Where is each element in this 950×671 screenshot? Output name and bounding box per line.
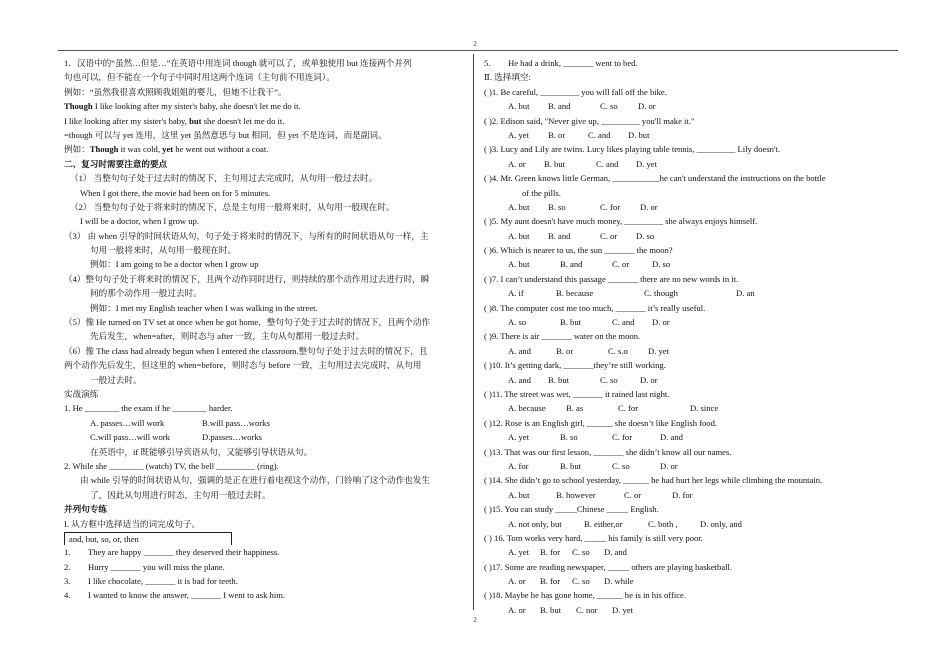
option: D. or: [660, 460, 678, 471]
option: D. and: [660, 432, 683, 443]
section-heading: Ⅱ. 选择填空:: [484, 72, 531, 83]
option: D. an: [736, 288, 755, 299]
option-row: [484, 229, 896, 243]
text-line: （1） 当整句句子处于过去时的情况下，主句用过去完成时，从句用一般过去时。: [70, 173, 378, 184]
option: A. but: [508, 101, 530, 112]
bold-word: Though: [64, 101, 93, 112]
text-line: （5）像 He turned on TV set at once when he got home，整句句子处于过去时的情况下，且两个动作: [64, 317, 431, 328]
option: A. yet: [508, 432, 530, 443]
option: A. but: [508, 230, 530, 241]
option: C. nor: [576, 604, 598, 615]
question: ( )14. She didn’t go to school yesterday, ______ he had hurt her legs while climbing the mountain.: [484, 475, 823, 486]
text-line: 例如：I am going to be a doctor when I grow up: [90, 259, 259, 270]
option-row: [484, 517, 896, 531]
option: A. or: [508, 576, 526, 587]
option: B. and: [560, 259, 583, 270]
option: D. for: [672, 489, 693, 500]
option: C. for: [618, 403, 639, 414]
option: A. for: [508, 460, 529, 471]
question: ( )13. That was our first lesson, _______ she didn’t know all our names.: [484, 446, 732, 457]
option: A. or: [508, 158, 526, 169]
option: C. or: [600, 230, 618, 241]
text-line: （3） 由 when 引导的时间状语从句，句子处于将来时的情况下，与所有的时间状语从句一样，主: [64, 230, 429, 241]
option: B. either,or: [584, 518, 623, 529]
option: C. for: [612, 432, 633, 443]
option: A. and: [508, 345, 531, 356]
text-line: 在英语中，if 既能够引导宾语从句，又能够引导状语从句。: [90, 446, 313, 457]
option: C. and: [596, 158, 619, 169]
option: D.passes…works: [202, 432, 262, 443]
text-line: （4）整句句子处于将来时的情况下，且两个动作同时进行，则持续的那个动作用过去进行时，瞬: [64, 273, 430, 284]
text-line: =though 可以与 yet 连用，这里 yet 虽然意思与 but 相同，但 yet 不是连词，而是副词。: [64, 129, 387, 140]
question: ( )7. I can’t understand this passage _______ there are no new words in it.: [484, 273, 739, 284]
header-rule: [58, 50, 898, 51]
text-line: 例如：“虽然我很喜欢照顾我姐姐的婴儿，但她不让我干”。: [64, 86, 287, 97]
text-line: When I got there, the movie had been on for 5 minutes.: [80, 187, 271, 198]
page-number-bottom: 2: [473, 616, 477, 624]
option-row: [484, 430, 896, 444]
option-row: [484, 603, 896, 617]
question: ( )8. The computer cost me too much, _______ it’s really useful.: [484, 302, 706, 313]
option-row: [484, 545, 896, 559]
option: C. so: [572, 576, 590, 587]
option: C. both ,: [648, 518, 678, 529]
question: 2. While she ________ (watch) TV, the bell _________ (ring).: [64, 460, 279, 471]
fill-item: 3. I like chocolate, _______ it is bad for teeth.: [64, 576, 238, 587]
option: D. yet: [636, 158, 658, 169]
text-line: （6）像 The class had already begun when I entered the classroom.整句句子处于过去时的情况下，且: [64, 345, 428, 356]
fill-item: 1. They are happy _______ they deserved their happiness.: [64, 547, 280, 558]
question: ( )5. My aunt doesn't have much money, _________ she always enjoys himself.: [484, 216, 758, 227]
word-box: and, but, so, or, then: [64, 532, 232, 545]
fill-item: 4. I wanted to know the answer, _______ I went to ask him.: [64, 590, 286, 601]
option-row: [484, 315, 896, 329]
option: D. so: [652, 259, 671, 270]
option-row: [484, 128, 896, 142]
option: D. while: [604, 576, 634, 587]
text-line: 间的那个动作用一般过去时。: [90, 288, 202, 299]
text-line: I like looking after my sister's baby, she doesn't let me do it.: [94, 101, 301, 112]
option: B. so: [548, 201, 566, 212]
option: B. and: [548, 101, 571, 112]
option: D. but: [628, 129, 650, 140]
question-list: [484, 85, 896, 617]
text-line: I. 从方框中选择适当的词完成句子。: [64, 518, 201, 529]
option-row: [64, 416, 469, 430]
section-heading: 二、复习时需要注意的要点: [64, 158, 168, 169]
option: B. and: [548, 230, 571, 241]
option: A. because: [508, 403, 546, 414]
fill-item: 5. He had a drink, _______ went to bed.: [484, 58, 638, 68]
option: B. but: [560, 317, 582, 328]
option: B. but: [544, 158, 566, 169]
example-line: [64, 99, 469, 113]
option: C. though: [644, 288, 678, 299]
option: D. or: [640, 201, 658, 212]
question: ( )10. It’s getting dark, _______they’re still working.: [484, 360, 666, 371]
option: A. but: [508, 201, 530, 212]
option: D. only, and: [700, 518, 742, 529]
text-line: 一般过去时。: [90, 374, 142, 385]
option: C. so: [600, 374, 618, 385]
option-row: [484, 99, 896, 113]
option: A. not only, but: [508, 518, 562, 529]
question: ( )12. Rose is an English girl, ______ she doesn’t like English food.: [484, 417, 718, 428]
option: C. so: [612, 460, 630, 471]
option: D. or: [638, 101, 656, 112]
question: ( )11. The street was wet, _______ it rained last night.: [484, 388, 670, 399]
question: ( )15. You can study _____Chinese _____ English.: [484, 504, 659, 515]
example-line: I like looking after my sister's baby, but she doesn't let me do it.: [64, 115, 285, 126]
option-row: [484, 459, 896, 473]
option: D. or: [652, 317, 670, 328]
option: C.will pass…will work: [90, 432, 170, 443]
option: B. so: [560, 432, 578, 443]
option: A. and: [508, 374, 531, 385]
page-number-top: 2: [473, 40, 477, 48]
option: C. so: [600, 101, 618, 112]
text-line: 先后发生，when=after，则时态与 after 一致，主句从句都用一般过去时。: [90, 331, 365, 342]
option: B. however: [556, 489, 596, 500]
option: A. or: [508, 604, 526, 615]
option: B.will pass…works: [202, 417, 270, 428]
text-line: 1．汉语中的“虽然…但是…”在英语中用连词 though 就可以了，或单独使用 but 连接两个并列: [64, 58, 412, 68]
question: ( ) 16. Tom works very hard, _____ his family is still very poor.: [484, 532, 703, 543]
option: D. so: [636, 230, 655, 241]
text-line: 例如：I met my English teacher when I was walking in the street.: [90, 302, 318, 313]
example-line: 例如：Though it was cold, yet he went out without a coat.: [64, 144, 269, 155]
option-row: [64, 430, 469, 444]
text-line: 了，因此从句用进行时态，主句用一般过去时。: [90, 489, 271, 500]
option: D. since: [690, 403, 719, 414]
question: ( )18. Maybe he has gone home, ______ he is in his office.: [484, 590, 686, 601]
option-row: [484, 344, 896, 358]
question: ( )3. Lucy and Lily are twins. Lucy likes playing table tennis, _________ Lily doesn't.: [484, 144, 781, 155]
option: C. or: [624, 489, 642, 500]
text-line: （2） 当整句句子处于将来时的情况下，总是主句用一般将来时，从句用一般现在时。: [70, 201, 395, 212]
question: ( )17. Some are reading newspaper, _____ others are playing basketball.: [484, 561, 733, 572]
option-row: [484, 488, 896, 502]
option: D. yet: [612, 604, 634, 615]
question: ( )6. Which is nearer to us, the sun _______ the moon?: [484, 245, 673, 256]
text-line: 句也可以，但不能在一个句子中同时用这两个连词（主句前不用连词）。: [64, 72, 335, 83]
option: B. but: [560, 460, 582, 471]
option: A. but: [508, 259, 530, 270]
option: A. yet: [508, 547, 530, 558]
option: A. but: [508, 489, 530, 500]
section-heading: 并列句专练: [64, 504, 107, 515]
option-row: [484, 373, 896, 387]
option: C. s.o: [608, 345, 628, 356]
question: ( )9. There is air _______ water on the moon.: [484, 331, 641, 342]
question: ( )4. Mr. Green knows little German, ___________he can't understand the instructions on the bottle: [484, 173, 826, 184]
option: A. so: [508, 317, 527, 328]
option-row: [484, 257, 896, 271]
text-line: 句用一般将来时，从句用一般现在时。: [90, 245, 237, 256]
option: C. and: [588, 129, 611, 140]
question-continuation: of the pills.: [522, 187, 561, 198]
text-line: 两个动作先后发生，但这里的 when=before，则时态与 before 一致，主句用过去完成时，从句用: [64, 360, 422, 371]
option: C. so: [572, 547, 590, 558]
option: D. yet: [648, 345, 670, 356]
option: B. or: [548, 129, 566, 140]
option-row: [484, 286, 896, 300]
bold-word: but: [189, 115, 202, 126]
column-divider: [473, 54, 474, 610]
option: D. or: [640, 374, 658, 385]
option-row: [484, 574, 896, 588]
option: B. for: [540, 547, 561, 558]
option-row: [484, 157, 896, 171]
option: B. but: [540, 604, 562, 615]
option: B. or: [556, 345, 574, 356]
option: C. and: [612, 317, 635, 328]
question: ( )1. Be careful, _________ you will fall off the bike.: [484, 86, 667, 97]
option: B. for: [540, 576, 561, 587]
subheading: 实战演练: [64, 388, 99, 399]
option: C. for: [600, 201, 621, 212]
option: A. passes…will work: [90, 417, 165, 428]
text-line: 由 while 引导的时间状语从句，强调的是正在进行着电视这个动作，门铃响了这个动作也发生: [80, 475, 430, 486]
option: A. if: [508, 288, 524, 299]
option: D. and: [604, 547, 627, 558]
question: 1. He ________ the exam if he ________ harder.: [64, 403, 233, 414]
option: B. as: [566, 403, 584, 414]
fill-item: 2. Hurry _______ you will miss the plane.: [64, 561, 225, 572]
option: A. yet: [508, 129, 530, 140]
option: B. because: [556, 288, 594, 299]
option: B. but: [548, 374, 570, 385]
left-column: [64, 56, 469, 603]
option: C. or: [612, 259, 630, 270]
option-row: [484, 200, 896, 214]
right-column: [484, 56, 896, 617]
question: ( )2. Edison said, "Never give up, _________ you'll make it.": [484, 115, 695, 126]
text-line: I will be a doctor, when I grow up.: [80, 216, 199, 227]
option-row: [484, 401, 896, 415]
